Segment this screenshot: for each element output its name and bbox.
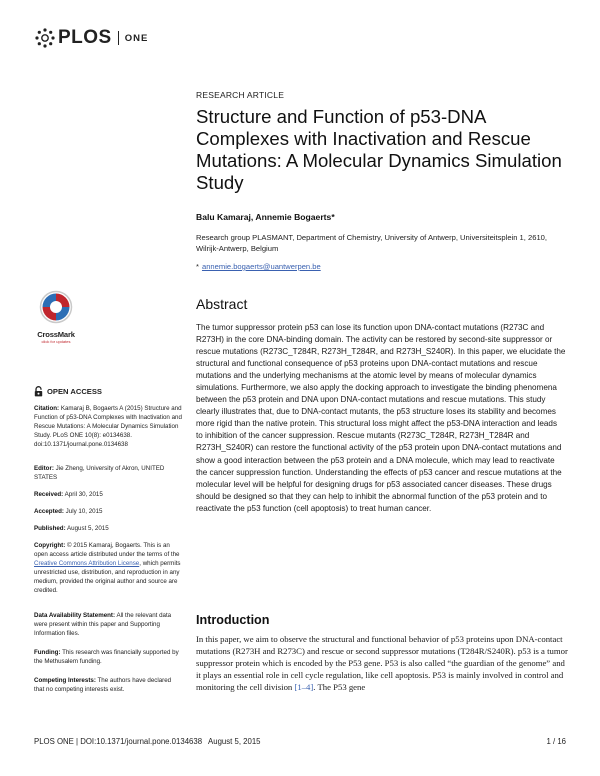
editor-block — [34, 464, 182, 482]
footer-citation — [34, 737, 261, 746]
crossmark-badge[interactable] — [34, 290, 78, 344]
intro-text-before: In this paper, we aim to observe the structural and functional behavior of p53 proteins upon DNA-contact mutations (R273H and R273C) and rescue or second suppressor mutations (T284R/S240R). p53 is a tumor suppressor protein which is encoded by the P53 gene. P53 is also called “the guardian of the genome” and it plays an essential role in cell cycle regulation, like cell apoptosis. P53 is mainly involved in control and monitoring the cell division — [196, 634, 568, 692]
article-title: Structure and Function of p53-DNA Complexes with Inactivation and Rescue Mutations: A Molecular Dynamics Simulation Study — [196, 106, 562, 193]
citation-text: Kamaraj B, Bogaerts A (2015) Structure and Function of p53-DNA Complexes with Inactivation and Rescue Mutations: A Molecular Dynamics Simulation Study. PLoS ONE 10(8): e0134638. doi:10.1371/journal.pone.0134638 — [34, 405, 182, 449]
copyright-text-after: , which permits unrestricted use, distribution, and reproduction in any medium, provided the original author and source are credited. — [34, 560, 181, 595]
competing-interests-label: Competing Interests: — [34, 677, 96, 684]
intro-text-after: . The P53 gene — [313, 681, 366, 692]
accepted-block — [34, 507, 182, 516]
funding-text: This research was financially supported by the Methusalem funding. — [34, 649, 179, 666]
open-access-badge — [34, 386, 102, 397]
received-label: Received: — [34, 491, 64, 498]
published-label: Published: — [34, 525, 66, 532]
funding-label: Funding: — [34, 649, 61, 656]
plos-dots-icon — [34, 27, 56, 49]
footer-doi: PLOS ONE | DOI:10.1371/journal.pone.0134638 — [34, 737, 203, 746]
email-marker: * — [196, 262, 199, 271]
editor-text: Jie Zheng, University of Akron, UNITED STATES — [34, 465, 165, 482]
citation-label: Citation: — [34, 405, 60, 412]
footer-date: August 5, 2015 — [208, 737, 261, 746]
data-availability-label: Data Availability Statement: — [34, 612, 116, 619]
copyright-block — [34, 541, 182, 596]
author-list: Balu Kamaraj, Annemie Bogaerts* — [196, 212, 335, 222]
editor-label: Editor: — [34, 465, 54, 472]
copyright-text-before: © 2015 Kamaraj, Bogaerts. This is an open access article distributed under the terms of the — [34, 542, 180, 559]
affiliation: Research group PLASMANT, Department of Chemistry, University of Antwerp, Universiteitsplein 1, 2610, Wilrijk-Antwerp, Belgium — [196, 233, 548, 253]
received-date: April 30, 2015 — [64, 491, 103, 498]
competing-interests-block — [34, 676, 182, 694]
funding-block — [34, 648, 182, 666]
introduction-text — [196, 634, 568, 694]
logo-divider — [118, 31, 119, 45]
accepted-label: Accepted: — [34, 508, 64, 515]
accepted-date: July 10, 2015 — [65, 508, 103, 515]
article-type: RESEARCH ARTICLE — [196, 90, 285, 100]
crossmark-icon — [39, 290, 73, 324]
email-link[interactable]: annemie.bogaerts@uantwerpen.be — [201, 262, 321, 271]
journal-name: ONE — [124, 32, 149, 44]
introduction-heading: Introduction — [196, 613, 270, 627]
open-access-label: OPEN ACCESS — [47, 387, 102, 396]
crossmark-sublabel: click for updates — [41, 339, 71, 344]
citation-block — [34, 404, 182, 449]
crossmark-label: CrossMark — [37, 330, 75, 339]
data-availability-text: All the relevant data were present within this paper and Supporting Information files. — [34, 612, 172, 638]
open-lock-icon — [34, 386, 43, 397]
received-block — [34, 490, 182, 499]
published-date: August 5, 2015 — [67, 525, 109, 532]
abstract-text: The tumor suppressor protein p53 can lose its function upon DNA-contact mutations (R273C and R273H) in the core DNA-binding domain. The activity can be restored by second-site suppressor or rescue mutations (R273C_T284R, R273H_T284R, and R273H_S240R). In this paper, we elucidate the structural and functional consequence of p53 proteins upon DNA-contact mutations and rescue mutations and the underlying mechanisms at the atomic level by means of molecular dynamics simulations. Furthermore, we also apply the docking approach to investigate the binding phenomena between the p53 protein and DNA upon DNA-contact mutations and rescue mutations. This study clearly illustrates that, due to DNA-contact mutants, the p53 structure loses its stability and becomes more rigid than the native protein. This structural loss might affect the p53-DNA interaction and leads to inhibition of the cancer suppression. Rescue mutants (R273C_T284R, R273H_T284R and R273H_S240R) can restore the functional activity of the p53 protein upon DNA-contact mutations and show a good interaction between the p53 protein and a DNA molecule, which may lead to reactivate the cancer suppression function. Understanding the effects of p53 cancer and rescue mutations at the molecular level will be helpful for designing drugs for p53 associated cancer diseases. These drugs should be designed so that they can help to inhibit the abnormal function of the p53 protein and to reactivate the p53 function (cell apoptosis) to treat human cancer. — [196, 323, 566, 513]
citation-link[interactable]: [1–4] — [294, 681, 314, 692]
journal-brand: PLOS — [58, 27, 112, 48]
copyright-label: Copyright: — [34, 542, 66, 549]
plos-one-logo[interactable] — [34, 27, 148, 49]
abstract-heading: Abstract — [196, 296, 248, 312]
page-number: 1 / 16 — [546, 737, 566, 746]
data-availability-block — [34, 611, 182, 638]
license-link[interactable]: Creative Commons Attribution License — [34, 560, 140, 568]
corresponding-email — [196, 262, 321, 271]
published-block — [34, 524, 182, 533]
competing-interests-text: The authors have declared that no competing interests exist. — [34, 677, 172, 694]
